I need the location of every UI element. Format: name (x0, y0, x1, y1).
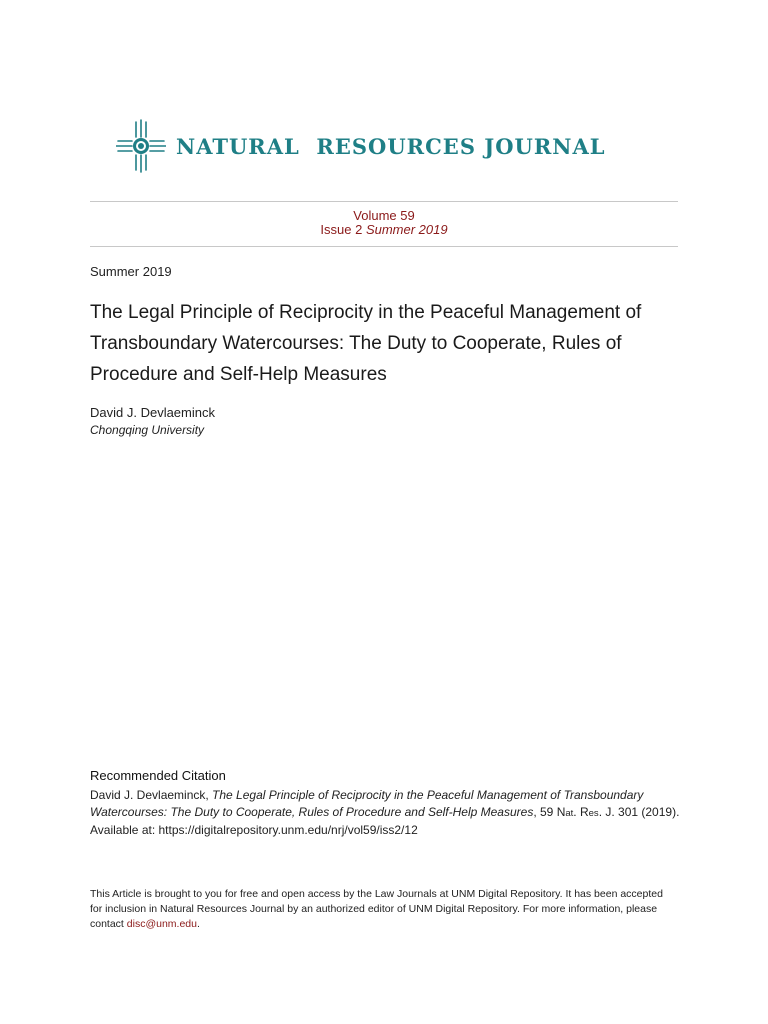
notice-end: . (196, 918, 200, 930)
citation-url[interactable]: Available at: https://digitalrepository.unm.edu/nrj/vol59/iss2/12 (90, 823, 418, 837)
open-access-notice (90, 887, 670, 932)
citation-page-year: . 301 (2019). (611, 805, 680, 819)
article-title: The Legal Principle of Reciprocity in the Peaceful Management of Transboundary Watercourses: The Duty to Cooperate, Rules of Procedure and Self-Help Measures (90, 302, 642, 385)
zia-sun-symbol-icon (116, 119, 166, 173)
citation-author: David J. Devlaeminck, (90, 788, 213, 802)
citation-journal-abbrev: Nat. Res. J (556, 805, 612, 819)
citation-title: The Legal Principle of Reciprocity in the Peaceful Management of Transboundary Watercourses: The Duty to Cooperate, Rules of Procedure and Self-Help Measures (90, 788, 644, 819)
recommended-citation (90, 787, 680, 839)
citation-heading: Recommended Citation (90, 768, 226, 783)
top-divider (90, 201, 678, 202)
notice-text: This Article is brought to you for free and open access by the Law Journals at UNM Digital Repository. It has been accepted for inclusion in Natural Resources Journal by an authorized editor of UNM Digital Repository. For more information, please contact (90, 888, 663, 930)
issue-season: Summer 2019 (365, 222, 448, 237)
contact-email-link[interactable]: disc@unm.edu (126, 918, 197, 930)
issue-link[interactable] (90, 223, 678, 237)
citation-volume: , 59 (533, 805, 557, 819)
bottom-divider (90, 246, 678, 247)
author-affiliation: Chongqing University (90, 423, 205, 437)
issue-info (90, 209, 678, 237)
volume-link[interactable]: Volume 59 (353, 208, 415, 223)
publication-date: Summer 2019 (90, 264, 172, 279)
journal-name: NATURAL RESOURCES JOURNAL (176, 133, 606, 159)
journal-masthead (116, 119, 606, 173)
author-name: David J. Devlaeminck (90, 405, 215, 420)
issue-number: Issue 2 (320, 222, 363, 237)
